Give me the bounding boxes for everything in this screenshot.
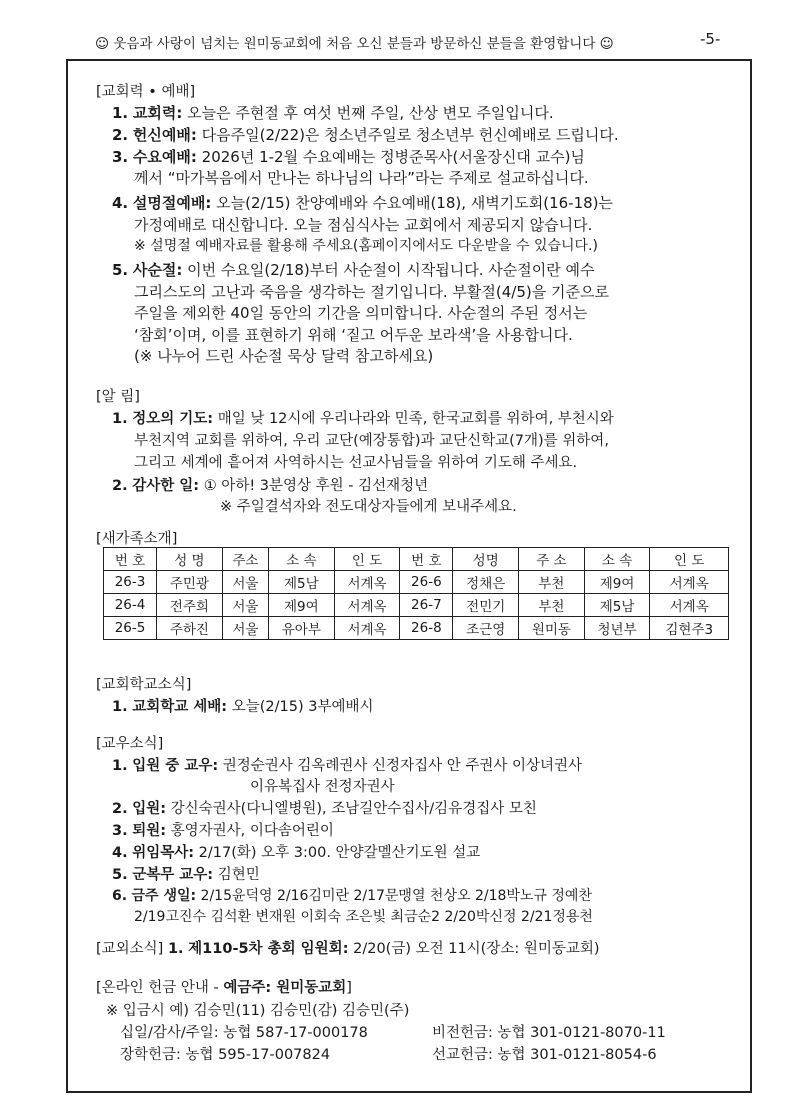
table-cell: 26-8 (400, 617, 453, 640)
member-item-1-line-2: 이유복집사 전정자권사 (250, 779, 395, 795)
table-cell: 청년부 (584, 617, 650, 640)
table-cell: 서계옥 (334, 594, 400, 617)
table-header-cell: 소 속 (269, 548, 335, 571)
table-cell: 26-5 (104, 617, 157, 640)
page-header (0, 30, 800, 54)
worship-item-2: 2. 헌신예배: 다음주일(2/22)은 청소년주일로 청소년부 헌신예배로 드립니다. (112, 126, 619, 144)
table-cell: 서계옥 (650, 594, 729, 617)
external-news: [교외소식] 1. 제110-5차 총회 임원회: 2/20(금) 오전 11시(장소: 원미동교회) (96, 941, 600, 957)
table-row (104, 571, 729, 594)
table-cell: 서계옥 (334, 617, 400, 640)
offering-account-mission: 선교헌금: 농협 301-0121-8054-6 (432, 1047, 657, 1063)
table-header-cell: 주소 (222, 548, 268, 571)
new-family-title: [새가족소개] (96, 531, 178, 547)
worship-item-5-line-2: 그리스도의 고난과 죽음을 생각하는 절기입니다. 부활절(4/5)을 기준으로 (134, 283, 609, 301)
table-cell: 부천 (519, 571, 585, 594)
table-header-cell: 인 도 (334, 548, 400, 571)
notice-item-2-line-2: ※ 주일결석자와 전도대상자들에게 보내주세요. (220, 499, 517, 515)
table-header-row (104, 548, 729, 571)
member-item-6-line-2: 2/19고진수 김석환 변재원 이회숙 조은빛 최금순2 2/20박신정 2/21정용천 (134, 909, 593, 925)
table-cell: 서울 (222, 571, 268, 594)
member-item-2: 2. 입원: 강신숙권사(다니엘병원), 조남길안수집사/김유경집사 모친 (112, 801, 537, 817)
table-row (104, 594, 729, 617)
member-item-6: 6. 금주 생일: 2/15윤덕영 2/16김미란 2/17문맹열 천상오 2/18박노규 정예찬 (112, 888, 592, 904)
offering-account-tithe: 십일/감사/주일: 농협 587-17-000178 (120, 1025, 368, 1041)
page-number: -5- (700, 30, 721, 48)
worship-item-5-line-5: (※ 나누어 드린 사순절 묵상 달력 참고하세요) (134, 347, 434, 365)
table-cell: 전주희 (157, 594, 223, 617)
member-item-4: 4. 위임목사: 2/17(화) 오후 3:00. 안양갈멜산기도원 설교 (112, 845, 481, 861)
worship-item-5-line-3: 주일을 제외한 40일 동안의 기간을 의미합니다. 사순절의 주된 정서는 (134, 304, 588, 322)
table-cell: 정채은 (453, 571, 519, 594)
notice-item-1: 1. 정오의 기도: 매일 낮 12시에 우리나라와 민족, 한국교회를 위하여, 부천시와 (112, 411, 614, 427)
table-cell: 원미동 (519, 617, 585, 640)
offering-account-vision: 비전헌금: 농협 301-0121-8070-11 (432, 1025, 666, 1041)
worship-item-5: 5. 사순절: 이번 수요일(2/18)부터 사순절이 시작됩니다. 사순절이란 예수 (112, 261, 595, 279)
table-cell: 김현주3 (650, 617, 729, 640)
table-cell: 제9여 (269, 594, 335, 617)
school-title: [교회학교소식] (96, 677, 192, 693)
table-header-cell: 주 소 (519, 548, 585, 571)
worship-item-5-line-4: ‘참회’이며, 이를 표현하기 위해 ‘짙고 어두운 보라색’을 사용합니다. (134, 326, 573, 344)
worship-item-3: 3. 수요예배: 2026년 1-2월 수요예배는 정병준목사(서울장신대 교수)님 (112, 148, 585, 166)
table-row (104, 617, 729, 640)
school-item-1: 1. 교회학교 세배: 오늘(2/15) 3부예배시 (112, 699, 374, 715)
table-cell: 전민기 (453, 594, 519, 617)
table-header-cell: 번 호 (104, 548, 157, 571)
table-cell: 제9여 (584, 571, 650, 594)
worship-item-3-line-2: 께서 “마가복음에서 만나는 하나님의 나라”라는 주제로 설교하십니다. (134, 169, 589, 187)
worship-item-4-line-3: ※ 설명절 예배자료를 활용해 주세요(홈페이지에서도 다운받을 수 있습니다.) (134, 238, 598, 254)
table-cell: 26-3 (104, 571, 157, 594)
notice-item-1-line-3: 그리고 세계에 흩어져 사역하시는 선교사님들을 위하여 기도해 주세요. (134, 455, 578, 471)
worship-item-1: 1. 교회력: 오늘은 주현절 후 여섯 번째 주일, 산상 변모 주일입니다. (112, 104, 554, 122)
table-cell: 서울 (222, 617, 268, 640)
worship-item-4-line-2: 가정예배로 대신합니다. 오늘 점심식사는 교회에서 제공되지 않습니다. (134, 216, 593, 234)
member-item-1: 1. 입원 중 교우: 권정순권사 김옥례권사 신정자집사 안 주권사 이상녀권사 (112, 758, 582, 774)
table-header-cell: 성 명 (157, 548, 223, 571)
offering-title: [온라인 헌금 안내 - 예금주: 원미동교회] (96, 980, 352, 996)
notices-title: [알 림] (96, 389, 140, 405)
notice-item-1-line-2: 부천지역 교회를 위하여, 우리 교단(예장통합)과 교단신학교(7개)를 위하여, (134, 433, 609, 449)
table-cell: 유아부 (269, 617, 335, 640)
member-item-3: 3. 퇴원: 홍영자권사, 이다솜어린이 (112, 823, 334, 839)
table-cell: 26-7 (400, 594, 453, 617)
notice-item-2: 2. 감사한 일: ① 아하! 3분영상 후원 - 김선재청년 (112, 478, 429, 494)
offering-note: ※ 입금시 예) 김승민(11) 김승민(감) 김승민(주) (106, 1003, 410, 1019)
table-header-cell: 성명 (453, 548, 519, 571)
worship-title: [교회력 • 예배] (96, 84, 196, 100)
table-cell: 부천 (519, 594, 585, 617)
table-cell: 조근영 (453, 617, 519, 640)
table-cell: 서계옥 (334, 571, 400, 594)
table-header-cell: 소 속 (584, 548, 650, 571)
table-cell: 26-6 (400, 571, 453, 594)
new-family-table (103, 547, 729, 640)
table-cell: 서울 (222, 594, 268, 617)
table-cell: 26-4 (104, 594, 157, 617)
table-cell: 주하진 (157, 617, 223, 640)
offering-account-scholarship: 장학헌금: 농협 595-17-007824 (120, 1047, 331, 1063)
table-cell: 서계옥 (650, 571, 729, 594)
members-title: [교우소식] (96, 736, 164, 752)
table-header-cell: 인 도 (650, 548, 729, 571)
welcome-text: ☺ 웃음과 사랑이 넘치는 원미동교회에 처음 오신 분들과 방문하신 분들을 환영합니다 ☺ (95, 36, 614, 52)
table-cell: 제5남 (584, 594, 650, 617)
table-cell: 제5남 (269, 571, 335, 594)
table-header-cell: 번 호 (400, 548, 453, 571)
table-cell: 주민광 (157, 571, 223, 594)
member-item-5: 5. 군복무 교우: 김현민 (112, 867, 260, 883)
worship-item-4: 4. 설명절예배: 오늘(2/15) 찬양예배와 수요예배(18), 새벽기도회(16-18)는 (112, 194, 614, 212)
